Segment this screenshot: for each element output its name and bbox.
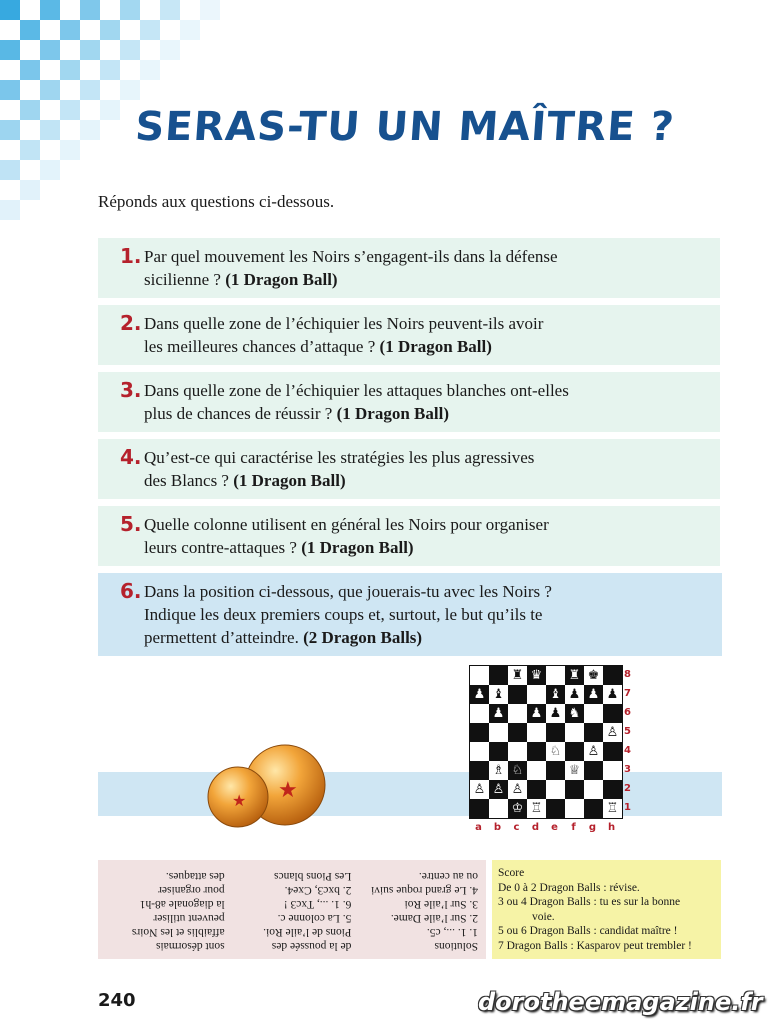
file-label: b — [493, 822, 502, 833]
board-square-c6 — [508, 704, 527, 723]
question-2 — [98, 305, 720, 365]
question-number: 5. — [120, 512, 142, 536]
board-square-b8 — [489, 666, 508, 685]
board-square-f1 — [565, 799, 584, 818]
question-text: sicilienne ? — [144, 270, 221, 289]
board-square-c8 — [508, 666, 527, 685]
solution-line: pour organiser — [158, 884, 225, 896]
file-label: h — [607, 822, 616, 833]
board-square-h8 — [603, 666, 622, 685]
board-square-b4 — [489, 742, 508, 761]
board-square-g2 — [584, 780, 603, 799]
question-line — [144, 379, 710, 402]
board-square-d8 — [527, 666, 546, 685]
board-square-h2 — [603, 780, 622, 799]
board-square-c1 — [508, 799, 527, 818]
board-square-a6 — [470, 704, 489, 723]
board-square-c4 — [508, 742, 527, 761]
solution-line: des attaques. — [165, 870, 225, 882]
question-points: (1 Dragon Ball) — [379, 337, 492, 356]
white-pawn-icon: ♙ — [606, 725, 619, 740]
board-square-d1 — [527, 799, 546, 818]
intro-text: Réponds aux questions ci-dessous. — [98, 192, 335, 211]
board-square-a4 — [470, 742, 489, 761]
solutions-upside-down — [98, 860, 486, 959]
question-number: 2. — [120, 311, 142, 335]
rank-label: 6 — [624, 707, 631, 718]
solution-line: la diagonale a8-h1 — [139, 898, 225, 910]
solution-line: Les Pions blancs — [274, 870, 352, 882]
board-square-g5 — [584, 723, 603, 742]
board-square-h7 — [603, 685, 622, 704]
board-square-d7 — [527, 685, 546, 704]
white-bishop-icon: ♗ — [492, 763, 505, 778]
board-square-e3 — [546, 761, 565, 780]
board-square-a5 — [470, 723, 489, 742]
question-line — [144, 402, 710, 425]
question-text: les meilleures chances d’attaque ? — [144, 337, 376, 356]
rank-label: 5 — [624, 726, 631, 737]
black-knight-icon: ♞ — [568, 706, 581, 721]
board-square-e4 — [546, 742, 565, 761]
board-square-g8 — [584, 666, 603, 685]
board-square-a1 — [470, 799, 489, 818]
board-square-f5 — [565, 723, 584, 742]
black-pawn-icon: ♟ — [587, 687, 600, 702]
score-title: Score — [498, 867, 525, 879]
black-pawn-icon: ♟ — [568, 687, 581, 702]
solution-line: 2. bxc3, Cxe4. — [284, 884, 352, 896]
question-line — [144, 513, 710, 536]
solution-line: sont désormais — [155, 940, 225, 952]
board-square-g6 — [584, 704, 603, 723]
question-points: (1 Dragon Ball) — [233, 471, 346, 490]
question-number: 4. — [120, 445, 142, 469]
score-box — [492, 860, 721, 959]
solution-line: Solutions — [434, 940, 478, 952]
question-number: 3. — [120, 378, 142, 402]
board-square-a3 — [470, 761, 489, 780]
board-square-c5 — [508, 723, 527, 742]
question-text: Qu’est-ce qui caractérise les stratégies les plus agressives — [144, 448, 535, 467]
file-labels — [469, 822, 621, 833]
board-square-f8 — [565, 666, 584, 685]
question-points: (2 Dragon Balls) — [303, 628, 423, 647]
solution-line: ou au centre. — [418, 870, 478, 882]
question-text: plus de chances de réussir ? — [144, 404, 333, 423]
solutions-column — [233, 866, 352, 953]
board-square-f2 — [565, 780, 584, 799]
board-square-g7 — [584, 685, 603, 704]
white-pawn-icon: ♙ — [473, 782, 486, 797]
rank-label: 2 — [624, 783, 631, 794]
file-label: a — [475, 822, 482, 833]
black-king-icon: ♚ — [587, 668, 600, 683]
board-square-f6 — [565, 704, 584, 723]
solution-line: 4. Le grand roque suivi — [371, 884, 478, 896]
question-line — [144, 536, 710, 559]
board-square-f4 — [565, 742, 584, 761]
question-text: Dans la position ci-dessous, que jouerais-tu avec les Noirs ? — [144, 582, 552, 601]
question-text: Dans quelle zone de l’échiquier les Noirs peuvent-ils avoir — [144, 314, 544, 333]
board-square-g4 — [584, 742, 603, 761]
board-square-d5 — [527, 723, 546, 742]
board-square-b7 — [489, 685, 508, 704]
board-square-g3 — [584, 761, 603, 780]
question-line — [144, 268, 710, 291]
board-square-e1 — [546, 799, 565, 818]
file-label: g — [588, 822, 597, 833]
solution-line: 1. 1. ..., c5. — [426, 926, 478, 938]
black-pawn-icon: ♟ — [492, 706, 505, 721]
board-square-e2 — [546, 780, 565, 799]
black-bishop-icon: ♝ — [492, 687, 505, 702]
rank-labels — [624, 665, 636, 817]
solution-line: Pions de l’aile Roi. — [263, 926, 352, 938]
rank-label: 3 — [624, 764, 631, 775]
file-label: f — [571, 822, 576, 833]
score-line: 3 ou 4 Dragon Balls : tu es sur la bonne — [498, 896, 681, 908]
white-rook-icon: ♖ — [606, 801, 619, 816]
board-square-c7 — [508, 685, 527, 704]
file-label: e — [551, 822, 558, 833]
black-pawn-icon: ♟ — [606, 687, 619, 702]
file-label: c — [513, 822, 520, 833]
board-square-f7 — [565, 685, 584, 704]
solution-line: affaiblis et les Noirs — [131, 926, 225, 938]
board-square-d3 — [527, 761, 546, 780]
question-6 — [98, 573, 722, 656]
board-square-b6 — [489, 704, 508, 723]
solution-line: 3. Sur l’aile Roi — [404, 898, 478, 910]
rank-label: 4 — [624, 745, 631, 756]
white-pawn-icon: ♙ — [492, 782, 505, 797]
solution-line: 6. 1. ..., Txc3 ! — [283, 898, 352, 910]
question-line — [144, 580, 712, 603]
board-square-b2 — [489, 780, 508, 799]
question-line — [144, 335, 710, 358]
white-knight-icon: ♘ — [511, 763, 524, 778]
solution-line: 2. Sur l’aile Dame. — [390, 912, 478, 924]
black-queen-icon: ♛ — [530, 668, 543, 683]
question-3 — [98, 372, 720, 432]
board-square-a7 — [470, 685, 489, 704]
question-text: Indique les deux premiers coups et, surtout, le but qu’ils te — [144, 605, 543, 624]
solution-line: de la poussée des — [271, 940, 352, 952]
black-pawn-icon: ♟ — [530, 706, 543, 721]
board-square-c3 — [508, 761, 527, 780]
question-line — [144, 446, 710, 469]
board-square-d4 — [527, 742, 546, 761]
board-square-d6 — [527, 704, 546, 723]
white-queen-icon: ♕ — [568, 763, 581, 778]
solution-line: 5. La colonne c. — [277, 912, 352, 924]
black-bishop-icon: ♝ — [549, 687, 562, 702]
board-square-c2 — [508, 780, 527, 799]
board-square-h6 — [603, 704, 622, 723]
white-king-icon: ♔ — [511, 801, 524, 816]
board-square-h5 — [603, 723, 622, 742]
black-rook-icon: ♜ — [511, 668, 524, 683]
board-square-a8 — [470, 666, 489, 685]
black-pawn-icon: ♟ — [473, 687, 486, 702]
dragon-balls-illustration — [200, 735, 335, 835]
question-line — [144, 469, 710, 492]
question-text: Dans quelle zone de l’échiquier les attaques blanches ont-elles — [144, 381, 569, 400]
question-number: 6. — [120, 579, 142, 603]
page-title: SERAS-TU UN MAÎTRE ? — [133, 104, 677, 150]
board-square-e5 — [546, 723, 565, 742]
question-points: (1 Dragon Ball) — [225, 270, 338, 289]
file-label: d — [531, 822, 540, 833]
board-square-d2 — [527, 780, 546, 799]
black-pawn-icon: ♟ — [549, 706, 562, 721]
question-5 — [98, 506, 720, 566]
score-line: De 0 à 2 Dragon Balls : révise. — [498, 881, 640, 894]
board-square-f3 — [565, 761, 584, 780]
page-number: 240 — [98, 990, 136, 1011]
board-square-e8 — [546, 666, 565, 685]
question-text: des Blancs ? — [144, 471, 229, 490]
white-rook-icon: ♖ — [530, 801, 543, 816]
board-square-g1 — [584, 799, 603, 818]
solutions-column — [106, 866, 225, 953]
question-4 — [98, 439, 720, 499]
question-line — [144, 312, 710, 335]
score-line: 5 ou 6 Dragon Balls : candidat maître ! — [498, 925, 678, 937]
board-square-a2 — [470, 780, 489, 799]
watermark: dorotheemagazine.fr — [478, 988, 763, 1016]
question-line — [144, 626, 712, 649]
solutions-column — [359, 866, 478, 953]
question-line — [144, 245, 710, 268]
score-line: 7 Dragon Balls : Kasparov peut trembler ! — [498, 939, 692, 952]
svg-text:★: ★ — [278, 778, 298, 803]
board-square-h1 — [603, 799, 622, 818]
black-rook-icon: ♜ — [568, 668, 581, 683]
board-square-b5 — [489, 723, 508, 742]
question-text: leurs contre-attaques ? — [144, 538, 297, 557]
board-square-b3 — [489, 761, 508, 780]
rank-label: 7 — [624, 688, 631, 699]
question-number: 1. — [120, 244, 142, 268]
svg-text:★: ★ — [232, 791, 247, 810]
question-line — [144, 603, 712, 626]
board-square-h3 — [603, 761, 622, 780]
question-points: (1 Dragon Ball) — [336, 404, 449, 423]
board-square-b1 — [489, 799, 508, 818]
white-pawn-icon: ♙ — [587, 744, 600, 759]
question-1 — [98, 238, 720, 298]
board-square-h4 — [603, 742, 622, 761]
solution-line: peuvent utiliser — [153, 912, 225, 924]
white-knight-icon: ♘ — [549, 744, 562, 759]
question-points: (1 Dragon Ball) — [301, 538, 414, 557]
board-square-e6 — [546, 704, 565, 723]
white-pawn-icon: ♙ — [511, 782, 524, 797]
solutions-box — [98, 860, 486, 959]
score-line: voie. — [532, 910, 555, 923]
rank-label: 1 — [624, 802, 631, 813]
question-text: permettent d’atteindre. — [144, 628, 299, 647]
question-text: Par quel mouvement les Noirs s’engagent-ils dans la défense — [144, 247, 558, 266]
question-text: Quelle colonne utilisent en général les Noirs pour organiser — [144, 515, 549, 534]
rank-label: 8 — [624, 669, 631, 680]
board-square-e7 — [546, 685, 565, 704]
chess-board — [469, 665, 623, 819]
